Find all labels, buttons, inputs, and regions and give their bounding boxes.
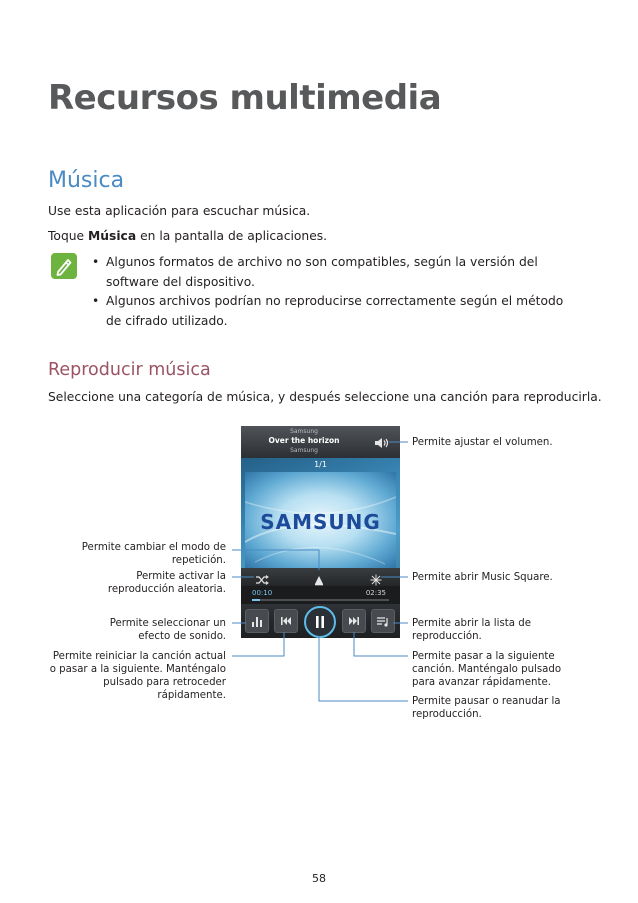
callout-line-next: [354, 632, 408, 656]
subsection-title: Reproducir música: [48, 360, 211, 380]
caption-pause: Permite pausar o reanudar la reproducción.: [412, 696, 561, 720]
instruction-text: Toque Música en la pantalla de aplicaciones.: [48, 229, 328, 243]
caption-next: Permite pasar a la siguiente canción. Manténgalo pulsado para avanzar rápidamente.: [412, 651, 562, 688]
section-title: Música: [48, 168, 125, 193]
app-name: Música: [88, 229, 137, 243]
callout-line-pause: [319, 636, 408, 701]
note-bullet: • Algunos formatos de archivo no son compatibles, según la versión del software del dispositivo.: [92, 255, 538, 289]
samsung-logo: SAMSUNG: [260, 510, 381, 534]
elapsed-time: 00:10: [252, 589, 273, 597]
subsection-intro: Seleccione una categoría de música, y después seleccione una canción para reproducirla.: [48, 390, 602, 404]
page-title: Recursos multimedia: [48, 78, 442, 118]
total-duration: 02:35: [365, 589, 386, 597]
caption-repeat: Permite cambiar el modo de repetición.: [81, 542, 226, 566]
caption-playlist: Permite abrir la lista de reproducción.: [412, 618, 531, 642]
album-label: Samsung: [290, 447, 318, 454]
caption-volume: Permite ajustar el volumen.: [412, 437, 553, 448]
page-number: 58: [312, 872, 326, 885]
track-count: 1/1: [314, 460, 327, 469]
song-title: Over the horizon: [268, 436, 340, 445]
intro-text: Use esta aplicación para escuchar música.: [48, 204, 311, 218]
artist-label: Samsung: [290, 428, 318, 435]
callout-line-previous: [232, 632, 284, 656]
note-bullet: • Algunos archivos podrían no reproducirse correctamente según el método de cifrado utilizado.: [92, 294, 564, 328]
caption-music-square: Permite abrir Music Square.: [412, 572, 553, 583]
caption-previous: Permite reiniciar la canción actual o pasar a la siguiente. Manténgalo pulsado para retroceder rápidamente.: [49, 651, 226, 701]
callout-line-repeat: [232, 550, 319, 570]
caption-shuffle: Permite activar la reproducción aleatoria.: [107, 571, 226, 595]
caption-sound-effect: Permite seleccionar un efecto de sonido.: [109, 618, 226, 642]
